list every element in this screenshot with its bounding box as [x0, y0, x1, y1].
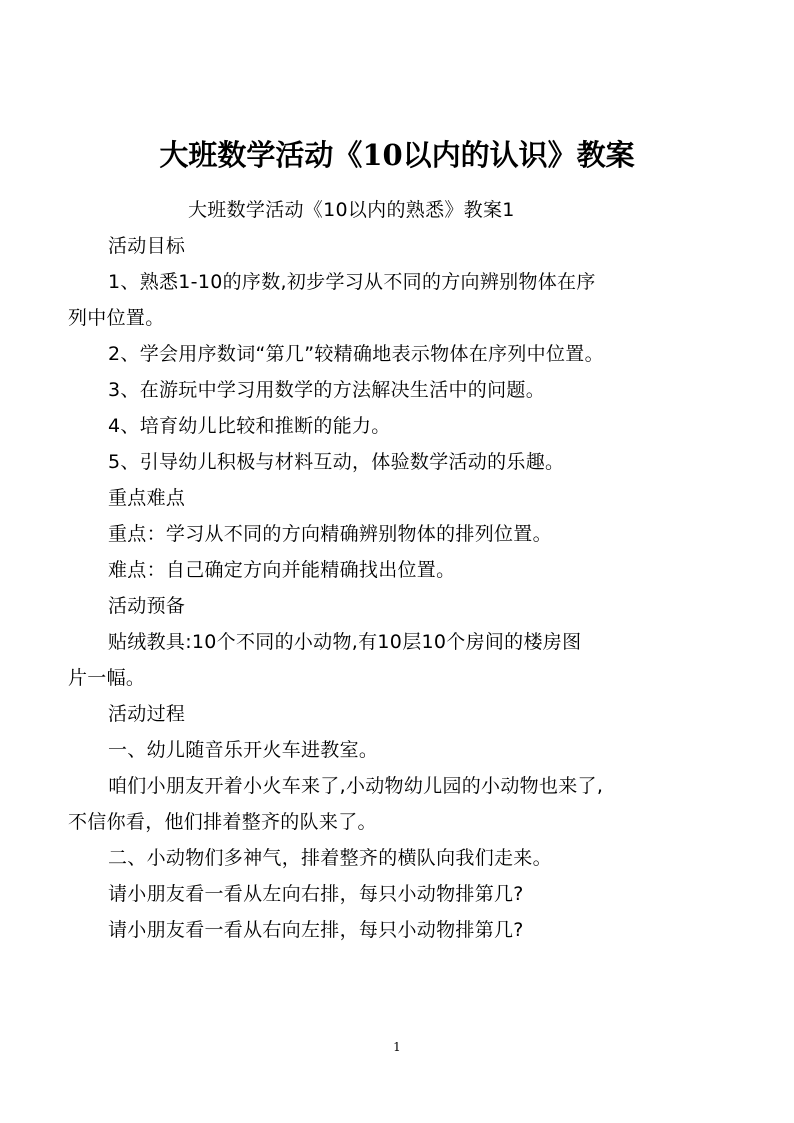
goal-item-2: 2、学会用序数词“第几”较精确地表示物体在序列中位置。 [108, 343, 604, 365]
process-text-line-2: 不信你看，他们排着整齐的队来了。 [68, 811, 377, 833]
doc-subtitle: 大班数学活动《10以内的熟悉》教案1 [188, 199, 515, 221]
goal-item-5: 5、引导幼儿积极与材料互动，体验数学活动的乐趣。 [108, 451, 565, 473]
goal-item-3: 3、在游玩中学习用数学的方法解决生活中的问题。 [108, 379, 545, 401]
page-number: 1 [393, 1040, 401, 1054]
section-heading-goals: 活动目标 [108, 235, 186, 257]
goal-item-1-line-1: 1、熟悉1-10的序数,初步学习从不同的方向辨别物体在序 [108, 271, 596, 293]
page-title: 大班数学活动《10以内的认识》教案 [159, 138, 635, 172]
question-left-to-right: 请小朋友看一看从左向右排，每只小动物排第几? [108, 883, 524, 905]
section-heading-process: 活动过程 [108, 703, 186, 725]
question-right-to-left: 请小朋友看一看从右向左排，每只小动物排第几? [108, 919, 524, 941]
goal-item-4: 4、培育幼儿比较和推断的能力。 [108, 415, 391, 437]
key-point-text: 重点：学习从不同的方向精确辨别物体的排列位置。 [108, 523, 552, 545]
process-text-line-1: 咱们小朋友开着小火车来了,小动物幼儿园的小动物也来了, [108, 775, 604, 797]
section-heading-preparation: 活动预备 [108, 595, 186, 617]
section-heading-key-points: 重点难点 [108, 487, 186, 509]
preparation-line-2: 片一幅。 [68, 667, 146, 689]
goal-item-1-line-2: 列中位置。 [68, 307, 165, 329]
preparation-line-1: 贴绒教具:10个不同的小动物,有10层10个房间的楼房图 [108, 631, 582, 653]
process-step-2: 二、小动物们多神气，排着整齐的横队向我们走来。 [108, 847, 552, 869]
difficulty-text: 难点：自己确定方向并能精确找出位置。 [108, 559, 456, 581]
process-step-1: 一、幼儿随音乐开火车进教室。 [108, 739, 379, 761]
